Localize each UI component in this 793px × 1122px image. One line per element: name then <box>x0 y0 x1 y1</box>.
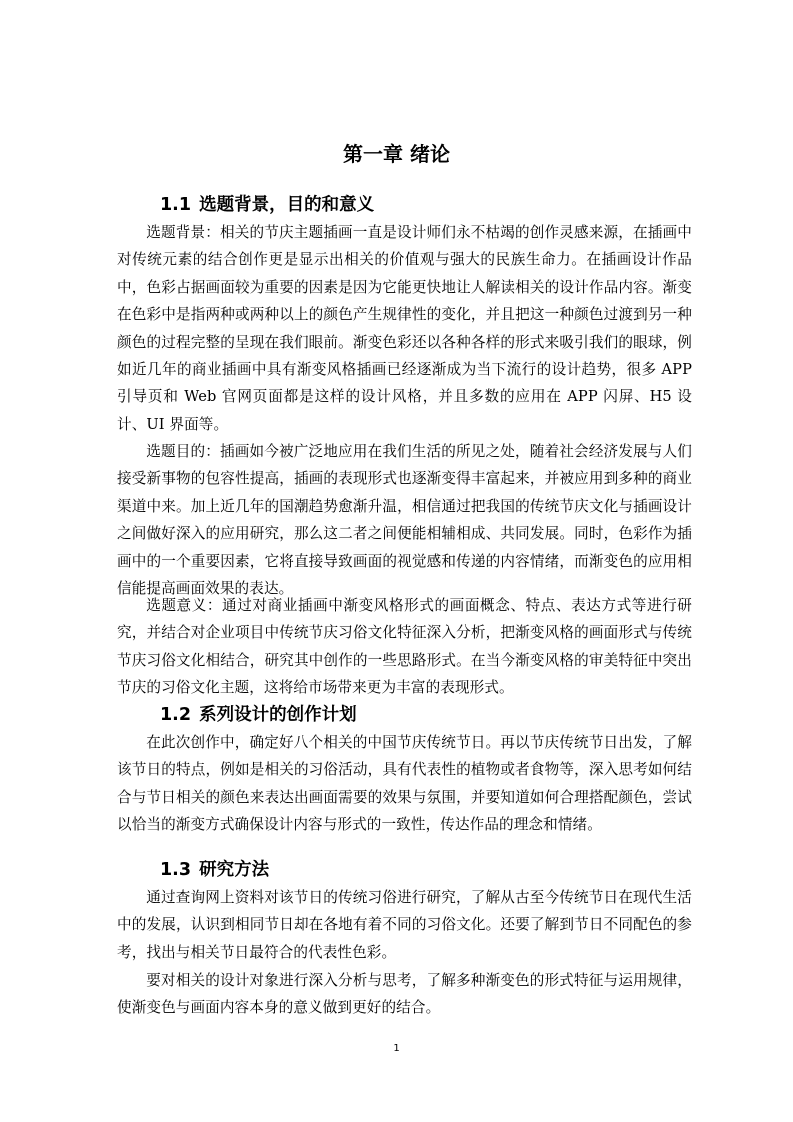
section-number: 1.3 <box>160 860 192 880</box>
section-number: 1.1 <box>160 195 192 215</box>
chapter-title: 第一章 绪论 <box>343 142 450 166</box>
paragraph-background: 选题背景：相关的节庆主题插画一直是设计师们永不枯竭的创作灵感来源，在插画中对传统元素的结合创作更是显示出相关的价值观与强大的民族生命力。在插画设计作品中，色彩占据画面较为重要的因素是因为它能更快地让人解读相关的设计作品内容。渐变在色彩中是指两种或两种以上的颜色产生规律性的变化，并且把这一种颜色过渡到另一种颜色的过程完整的呈现在我们眼前。渐变色彩还以各种各样的形式来吸引我们的眼球，例如近几年的商业插画中具有渐变风格插画已经逐渐成为当下流行的设计趋势，很多 APP 引导页和 Web 官网页面都是这样的设计风格，并且多数的应用在 APP 闪屏、H5 设计、UI 界面等。 <box>117 224 692 433</box>
section-heading-1-1 <box>160 192 374 218</box>
section-heading-1-3 <box>160 857 269 883</box>
section-heading-1-2 <box>160 702 357 728</box>
paragraph-methods-research: 通过查询网上资料对该节日的传统习俗进行研究，了解从古至今传统节日在现代生活中的发展，认识到相同节日却在各地有着不同的习俗文化。还要了解到节日不同配色的参考，找出与相关节日最符合的代表性色彩。 <box>117 889 692 961</box>
section-title: 选题背景，目的和意义 <box>199 195 375 215</box>
page-number: 1 <box>393 1043 400 1054</box>
paragraph-significance: 选题意义：通过对商业插画中渐变风格形式的画面概念、特点、表达方式等进行研究，并结合对企业项目中传统节庆习俗文化特征深入分析，把渐变风格的画面形式与传统节庆习俗文化相结合，研究其中创作的一些思路形式。在当今渐变风格的审美特征中突出节庆的习俗文化主题，这将给市场带来更为丰富的表现形式。 <box>117 597 692 697</box>
paragraph-creation-plan: 在此次创作中，确定好八个相关的中国节庆传统节日。再以节庆传统节日出发，了解该节日的特点，例如是相关的习俗活动，具有代表性的植物或者食物等，深入思考如何结合与节日相关的颜色来表达出画面需要的效果与氛围，并要知道如何合理搭配颜色，尝试以恰当的渐变方式确保设计内容与形式的一致性，传达作品的理念和情绪。 <box>117 734 692 834</box>
section-title: 研究方法 <box>199 860 270 880</box>
section-number: 1.2 <box>160 705 192 725</box>
paragraph-methods-analysis: 要对相关的设计对象进行深入分析与思考，了解多种渐变色的形式特征与运用规律，使渐变色与画面内容本身的意义做到更好的结合。 <box>117 972 692 1017</box>
section-title: 系列设计的创作计划 <box>199 705 357 725</box>
paragraph-purpose: 选题目的：插画如今被广泛地应用在我们生活的所见之处，随着社会经济发展与人们接受新事物的包容性提高，插画的表现形式也逐渐变得丰富起来，并被应用到多种的商业渠道中来。加上近几年的国潮趋势愈渐升温，相信通过把我国的传统节庆文化与插画设计之间做好深入的应用研究，那么这二者之间便能相辅相成、共同发展。同时，色彩作为插画中的一个重要因素，它将直接导致画面的视觉感和传递的内容情绪，而渐变色的应用相信能提高画面效果的表达。 <box>117 443 692 598</box>
